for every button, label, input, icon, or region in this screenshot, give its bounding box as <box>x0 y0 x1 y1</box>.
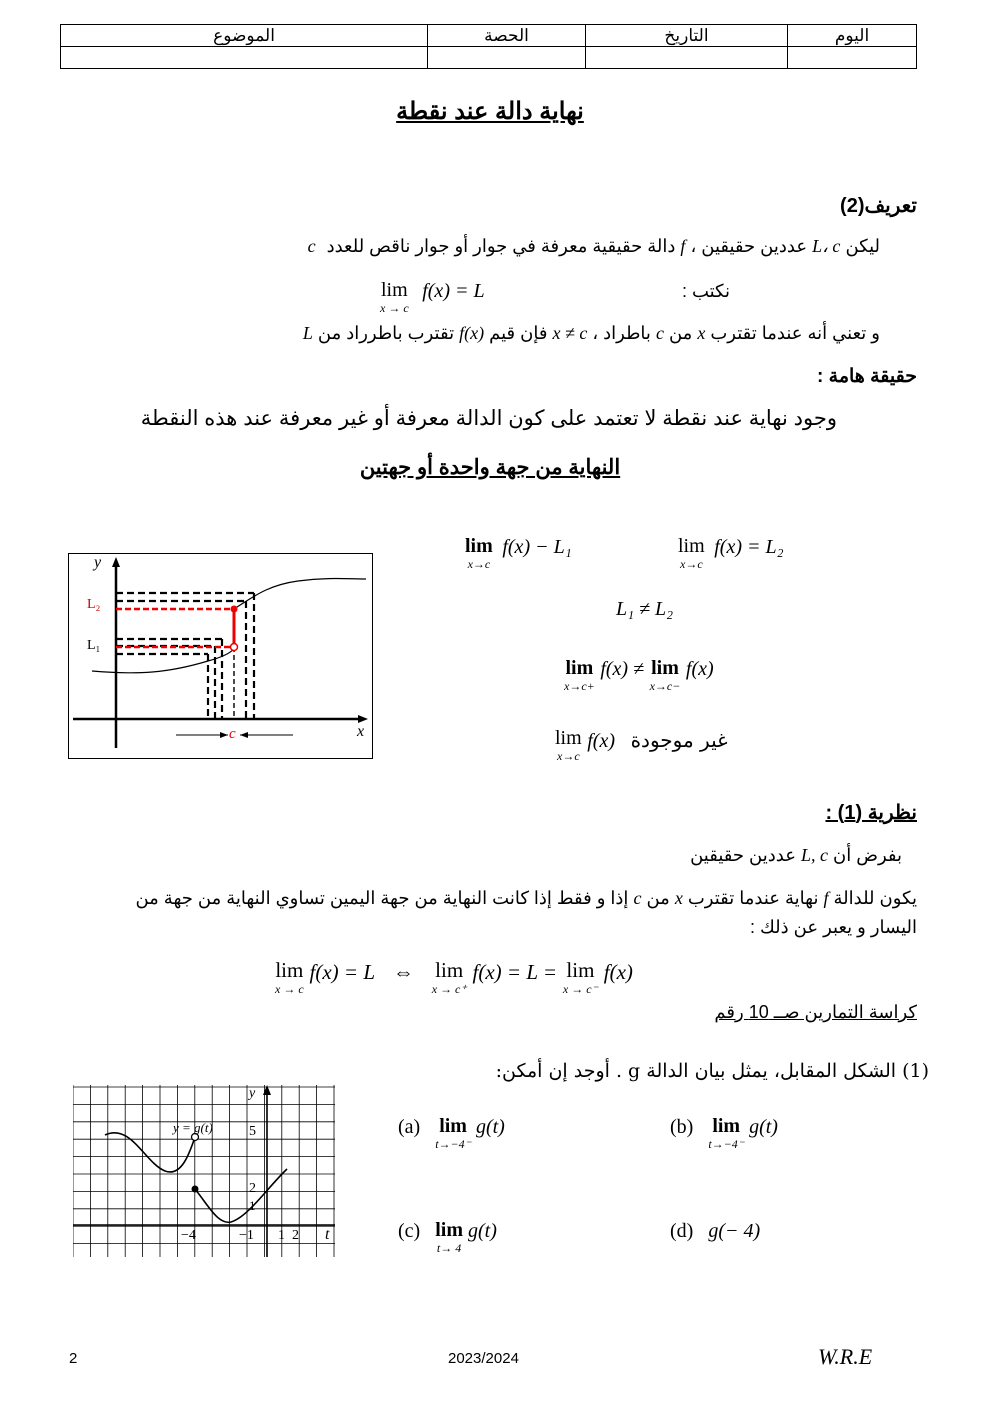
lim-word: lim <box>439 1115 467 1137</box>
lim-expr: f(x) ≠ <box>600 658 645 680</box>
iff-symbol: ⇔ <box>392 961 414 984</box>
theorem-body2: اليسار و يعبر عن ذلك : <box>749 917 917 937</box>
lim-sub: x→c− <box>649 679 681 693</box>
exercise-text: (1) الشكل المقابل، يمثل بيان الدالة g . أوجد إن أمكن: <box>495 1060 929 1082</box>
part-label: (a) <box>398 1116 421 1138</box>
fact-text: وجود نهاية عند نقطة لا تعتمد على كون الدالة معرفة أو غير معرفة عند هذه النقطة <box>140 407 837 430</box>
author: W.R.E <box>818 1344 873 1369</box>
lim-expr: g(t) <box>467 1220 497 1242</box>
we-write: نكتب : <box>681 281 730 301</box>
lim-sub: t→−4⁻ <box>435 1137 471 1151</box>
text: إذا و فقط إذا كانت النهاية من جهة اليمين تساوي النهاية من جهة من <box>135 888 629 908</box>
tick-2: 2 <box>249 1181 256 1196</box>
tick-5: 5 <box>249 1124 256 1139</box>
y-label: y <box>249 1086 256 1101</box>
definition-heading: تعريف(2) <box>840 195 917 217</box>
lim-expr: g(t) <box>475 1116 505 1138</box>
var: x <box>697 323 706 343</box>
lim-word: lim <box>678 535 705 557</box>
lim-word: lim <box>465 535 493 557</box>
formula-left-limit <box>465 536 572 570</box>
lim-word: lim <box>435 958 464 982</box>
L1-label: L₁ <box>87 638 101 653</box>
definition-meaning <box>303 323 880 344</box>
var: c <box>633 888 642 908</box>
tick-m1: −1 <box>239 1228 254 1243</box>
lim-expr: f(x) = L <box>422 280 485 302</box>
lim-expr: f(x) <box>685 658 714 680</box>
lim-sub: t→−4⁻ <box>708 1137 745 1151</box>
lim-sub: x → c⁻ <box>562 982 598 996</box>
exercise-part-c <box>398 1220 497 1254</box>
text: بفرض أن <box>832 845 902 865</box>
text: من <box>668 323 693 343</box>
value-expr: g(− 4) <box>708 1220 761 1242</box>
theorem-heading: نظرية (1) : <box>825 802 917 824</box>
curve-left <box>105 1133 195 1172</box>
tick-1: 1 <box>278 1228 285 1243</box>
lim-word: lim <box>555 727 582 749</box>
var: L, c <box>800 845 828 865</box>
closed-point <box>192 1186 199 1193</box>
lim-word: lim <box>565 657 594 679</box>
text: يكون للدالة <box>833 888 917 908</box>
lim-sub: x → c <box>275 982 304 996</box>
lim-word: lim <box>380 279 408 301</box>
lim-word: lim <box>651 657 679 679</box>
text: من <box>646 888 670 908</box>
part-label: (b) <box>670 1116 694 1138</box>
definition-line1 <box>308 236 880 257</box>
L2-label: L₂ <box>87 597 101 612</box>
formula-one-sided <box>564 658 714 692</box>
curve-label: y = g(t) <box>173 1120 213 1135</box>
text: عددين حقيقين ، <box>690 236 808 256</box>
point-L2 <box>231 606 238 613</box>
lim-sub: x→c <box>557 749 580 763</box>
text: تقترب باطرراد من <box>317 323 455 343</box>
lim-expr: f(x) <box>603 960 633 984</box>
exercise-part-a <box>398 1116 505 1150</box>
exercise-part-b <box>670 1116 778 1150</box>
graph-frame <box>69 554 373 759</box>
header-cell <box>788 47 917 69</box>
var: x <box>674 888 683 908</box>
text: باطراد ، <box>592 323 651 343</box>
header-period: الحصة <box>428 25 586 47</box>
c-label: c <box>229 726 236 742</box>
part-label: (d) <box>670 1220 694 1242</box>
lim-expr: f(x) − L₁ <box>502 536 572 558</box>
exercise-reference: كراسة التمارين صــ 10 رقم <box>714 1002 917 1022</box>
header-day: اليوم <box>788 25 917 47</box>
definition-limit <box>380 280 485 314</box>
header-cell <box>428 47 586 69</box>
lim-word: lim <box>712 1115 741 1137</box>
fact-heading: حقيقة هامة : <box>817 366 917 387</box>
text: فإن قيم <box>489 323 548 343</box>
var: f <box>823 888 829 908</box>
lim-word: lim <box>275 958 304 982</box>
theorem-equation <box>275 960 633 995</box>
one-sided-limit-graph <box>68 553 373 759</box>
lim-expr: f(x) = L <box>309 960 375 984</box>
formula-neq: L₁ ≠ L₂ <box>616 598 674 620</box>
var: f <box>680 236 686 256</box>
part-label: (c) <box>398 1220 421 1242</box>
var: L، c <box>812 236 841 256</box>
var: c <box>655 323 664 343</box>
header-cell <box>586 47 788 69</box>
text: عددين حقيقين <box>690 845 796 865</box>
point-L1 <box>231 644 238 651</box>
text: نهاية عندما تقترب <box>687 888 819 908</box>
section-title: النهاية من جهة واحدة أو جهتين <box>359 456 621 479</box>
formula-dne <box>555 728 728 762</box>
var: f(x) <box>459 323 485 343</box>
text: ليكن <box>845 236 880 256</box>
lim-sub: x→c+ <box>564 679 595 693</box>
tick-1y: 1 <box>249 1198 256 1213</box>
theorem-body <box>87 888 917 909</box>
theorem-assume <box>690 845 902 866</box>
text: دالة حقيقية معرفة في جوار أو جوار ناقص للعدد <box>326 236 676 256</box>
lim-expr: f(x) <box>587 730 615 752</box>
formula-right-limit <box>678 536 784 570</box>
lim-expr: f(x) = L₂ <box>714 536 784 558</box>
curve-right <box>195 1169 287 1222</box>
header-cell <box>61 47 428 69</box>
lim-word: lim <box>435 1219 463 1241</box>
tick-m4: −4 <box>181 1228 196 1243</box>
lim-expr: f(x) = L = <box>472 960 558 984</box>
lim-sub: x→c <box>680 557 703 571</box>
lim-word: lim <box>566 958 595 982</box>
y-label: y <box>94 554 102 571</box>
lim-sub: x → c <box>380 301 409 315</box>
var: x ≠ c <box>552 323 588 343</box>
lim-sub: t→ 4 <box>436 1241 462 1255</box>
tick-2x: 2 <box>292 1228 299 1243</box>
header-table <box>60 24 917 69</box>
header-subject: الموضوع <box>61 25 428 47</box>
lim-sub: x→c <box>467 557 491 571</box>
header-date: التاريخ <box>586 25 788 47</box>
page-title: نهاية دالة عند نقطة <box>396 98 584 125</box>
lim-expr: g(t) <box>749 1116 778 1138</box>
page-number: 2 <box>69 1350 78 1367</box>
x-label: x <box>357 723 365 740</box>
school-year: 2023/2024 <box>448 1350 519 1367</box>
text: و تعني أنه عندما تقترب <box>710 323 880 343</box>
var: L <box>302 323 313 343</box>
t-label: t <box>325 1226 330 1243</box>
var: c <box>307 236 316 256</box>
dne-text: غير موجودة <box>630 728 728 752</box>
exercise-part-d <box>670 1220 760 1243</box>
exercise-graph <box>73 1085 337 1257</box>
lim-sub: x → c⁺ <box>431 982 467 996</box>
